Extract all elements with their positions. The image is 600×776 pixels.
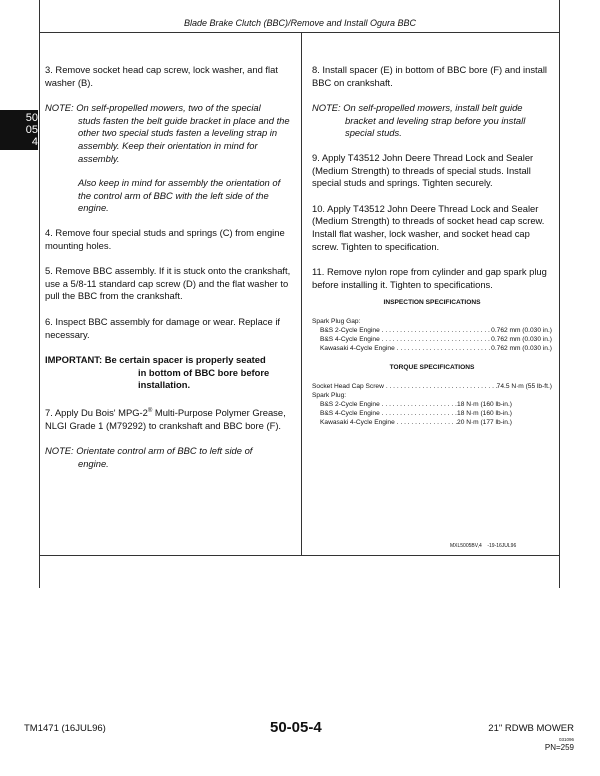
step-4: 4. Remove four special studs and springs (C) from engine mounting holes. bbox=[45, 226, 285, 251]
note-text-first: On self-propelled mowers, install belt guide bbox=[343, 102, 523, 114]
spec-value: 0.762 mm (0.030 in.) bbox=[491, 335, 552, 343]
left-column bbox=[45, 64, 293, 470]
spec-row bbox=[312, 418, 552, 427]
footer-pn: PN=259 bbox=[544, 743, 574, 752]
right-frame-rule bbox=[559, 0, 560, 588]
note-orientate bbox=[45, 445, 293, 470]
step-7-text-a: 7. Apply Du Bois' MPG-2 bbox=[45, 407, 148, 418]
spec-group-label bbox=[312, 317, 552, 326]
note-label: NOTE: bbox=[45, 445, 74, 457]
footer-date-code: 031096 bbox=[558, 737, 574, 742]
note-text-first: On self-propelled mowers, two of the special bbox=[76, 102, 261, 114]
spec-value: 18 N·m (160 lb-in.) bbox=[457, 400, 512, 408]
step-11: 11. Remove nylon rope from cylinder and gap spark plug before installing it. Tighten to specifications. bbox=[312, 266, 547, 290]
spec-value: 20 N·m (177 lb-in.) bbox=[457, 418, 512, 426]
note-studs bbox=[45, 102, 293, 215]
footer-product-name: 21" RDWB MOWER bbox=[488, 723, 574, 734]
spec-group-text: Spark Plug Gap: bbox=[312, 317, 361, 325]
step-5: 5. Remove BBC assembly. If it is stuck onto the crankshaft, use a 5/8-11 standard cap screw (D) and the flat washer to pull the BBC from the crankshaft. bbox=[45, 265, 291, 302]
step-7-text-b: Multi-Purpose Polymer Grease, NLGI Grade 1 (M79292) to crankshaft and BBC bore (F). bbox=[45, 407, 286, 431]
spec-label: Kawasaki 4-Cycle Engine bbox=[320, 344, 395, 352]
important-note bbox=[45, 354, 293, 392]
note-text-rest: studs fasten the belt guide bracket in place and the other two special studs fasten a leveling strap in assembly. Keep their orientation in mind for assembly. bbox=[78, 114, 290, 164]
inspection-spec-title: INSPECTION SPECIFICATIONS bbox=[383, 299, 481, 307]
right-column bbox=[312, 64, 552, 427]
spec-label: B&S 4-Cycle Engine bbox=[320, 335, 380, 343]
spec-row bbox=[312, 400, 552, 409]
spec-group-label bbox=[312, 391, 552, 400]
block-identifier: MXL5005BV,4 -19-16JUL96 bbox=[450, 543, 517, 549]
registered-mark: ® bbox=[147, 407, 153, 414]
torque-spec-table bbox=[312, 382, 552, 427]
important-text-first: Be certain spacer is properly seated bbox=[104, 354, 266, 366]
note-label: NOTE: bbox=[312, 102, 341, 114]
important-label: IMPORTANT: bbox=[45, 354, 103, 366]
inspection-spec-table bbox=[312, 317, 552, 353]
torque-spec-title: TORQUE SPECIFICATIONS bbox=[389, 363, 475, 371]
header-rule bbox=[39, 32, 560, 33]
important-text-rest: in bottom of BBC bore before installation. bbox=[138, 366, 270, 391]
step-7 bbox=[45, 405, 293, 432]
spec-row bbox=[312, 344, 552, 353]
step-9: 9. Apply T43512 John Deere Thread Lock and Sealer (Medium Strength) to threads of special studs. Install special studs and springs. Tighten securely. bbox=[312, 151, 534, 189]
note-text-rest: engine. bbox=[78, 457, 109, 469]
spec-label: Kawasaki 4-Cycle Engine bbox=[320, 418, 395, 426]
note-text-rest: bracket and leveling strap before you install special studs. bbox=[345, 114, 526, 139]
spec-row bbox=[312, 409, 552, 418]
note-text-first: Orientate control arm of BBC to left side of bbox=[76, 445, 253, 457]
step-10: 10. Apply T43512 John Deere Thread Lock and Sealer (Medium Strength) to threads of socket head cap screw. Install flat washer, lock washer, and socket head cap screw. Tighten to specification. bbox=[312, 202, 545, 252]
column-divider bbox=[301, 32, 302, 555]
tab-line: 50 bbox=[25, 112, 38, 124]
tab-line: 05 bbox=[25, 124, 38, 136]
step-6: 6. Inspect BBC assembly for damage or wear. Replace if necessary. bbox=[45, 315, 281, 340]
tab-line: 4 bbox=[31, 136, 38, 148]
spec-row bbox=[312, 326, 552, 335]
note-label: NOTE: bbox=[45, 102, 74, 114]
spec-label: B&S 4-Cycle Engine bbox=[320, 409, 380, 417]
spec-row bbox=[312, 335, 552, 344]
spec-group-text: Spark Plug: bbox=[312, 391, 347, 399]
spec-value: 18 N·m (160 lb-in.) bbox=[457, 409, 512, 417]
section-tab-label bbox=[22, 112, 38, 148]
spec-label: Socket Head Cap Screw bbox=[312, 382, 384, 390]
footer-page-number: 50-05-4 bbox=[270, 719, 322, 736]
footer-rule bbox=[39, 555, 560, 556]
section-title: Blade Brake Clutch (BBC)/Remove and Install Ogura BBC bbox=[183, 18, 417, 28]
footer-manual-id: TM1471 (16JUL96) bbox=[24, 723, 106, 734]
step-8: 8. Install spacer (E) in bottom of BBC bore (F) and install BBC on crankshaft. bbox=[312, 64, 547, 88]
spec-label: B&S 2-Cycle Engine bbox=[320, 400, 380, 408]
spec-value: 74.5 N·m (55 lb-ft.) bbox=[496, 382, 552, 390]
spec-value: 0.762 mm (0.030 in.) bbox=[491, 326, 552, 334]
spec-value: 0.762 mm (0.030 in.) bbox=[491, 344, 552, 352]
left-frame-rule bbox=[39, 0, 40, 588]
spec-label: B&S 2-Cycle Engine bbox=[320, 326, 380, 334]
note-bracket bbox=[312, 102, 552, 140]
note-continuation: Also keep in mind for assembly the orientation of the control arm of BBC with the left side of the engine. bbox=[78, 177, 281, 214]
spec-row bbox=[312, 382, 552, 391]
step-3: 3. Remove socket head cap screw, lock washer, and flat washer (B). bbox=[45, 64, 278, 88]
